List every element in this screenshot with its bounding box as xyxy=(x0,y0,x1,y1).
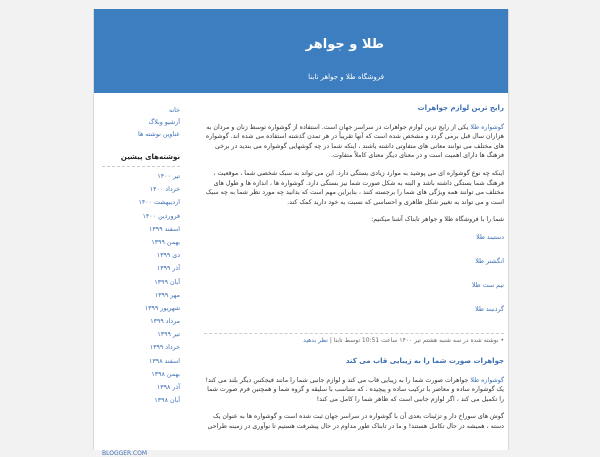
comment-link[interactable]: نظر بدهید xyxy=(303,336,328,344)
earring-link[interactable]: گوشواره طلا xyxy=(470,123,504,131)
archive-item[interactable]: آذر ۱۳۹۹ xyxy=(156,265,180,273)
archive-item[interactable]: آذر ۱۳۹۸ xyxy=(156,384,180,391)
archive-item[interactable]: شهریور ۱۳۹۹ xyxy=(144,304,180,312)
earring-link[interactable]: گوشواره طلا xyxy=(470,376,504,384)
sidebar xyxy=(102,105,180,408)
archive-item[interactable]: بهمن ۱۳۹۸ xyxy=(151,370,180,378)
archive-item[interactable]: دی ۱۳۹۹ xyxy=(156,252,180,260)
archive-item[interactable]: اسفند ۱۳۹۹ xyxy=(149,225,180,233)
archive-item[interactable]: خرداد ۱۴۰۰ xyxy=(149,186,180,194)
bullet-icon: • xyxy=(498,336,504,344)
post-date: نوشته شده در سه شنبه هشتم تیر ۱۴۰۰ ساعت 10:51 توسط تابنا xyxy=(333,336,499,344)
home-link[interactable]: خانه xyxy=(169,107,180,114)
main-content xyxy=(204,97,504,440)
archive-item[interactable]: اردیبهشت ۱۴۰۰ xyxy=(138,199,180,207)
post-paragraph: گوشواره طلا یکی از رایج ترین لوازم جواهرات در سراسر جهان است. استفاده از گوشواره توسط زنان و مردان به هزاران سال قبل برمی گردد و مشخص شده است که آنها تقریباً در هر تمدن گذشته استفاده می شده اند. گوشواره های مختلف می توانند معانی های متفاوتی داشته باشند ، اینکه شما در چه گوشهایی گوشواره می بندید در برخی فرهنگ ها دارای اهمیت است و در معنای دیگر معنای کاملاً متفاوت. xyxy=(205,123,504,160)
archive-item[interactable]: خرداد ۱۳۹۹ xyxy=(149,344,180,352)
archive-item[interactable]: بهمن ۱۳۹۹ xyxy=(151,238,180,246)
necklace-link[interactable]: گردنبند طلا xyxy=(475,305,504,313)
archive-item[interactable]: آبان ۱۳۹۸ xyxy=(154,397,180,405)
post-title[interactable]: رایج ترین لوازم جواهرات xyxy=(417,104,504,112)
post-paragraph: شما را با فروشگاه طلا و جواهر تابناک آشنا میکنیم: xyxy=(371,216,504,224)
blog-title[interactable]: طلا و جواهر xyxy=(305,37,384,52)
archive-item[interactable]: تیر ۱۴۰۰ xyxy=(157,173,180,180)
blog-description: فروشگاه طلا و جواهر تابنا xyxy=(308,73,384,81)
archive-item[interactable]: مهر ۱۳۹۹ xyxy=(154,291,180,299)
half-set-link[interactable]: نیم ست طلا xyxy=(471,281,504,289)
archive-item[interactable]: آبان ۱۳۹۹ xyxy=(154,278,180,286)
blog-container xyxy=(93,9,509,457)
post-paragraph: گوشواره طلا جواهرات صورت شما را به زیبایی قاب می کند و لوازم جانبی شما را مانند فیجکس دیگر بلند می کند! یک گوشواره ساده و معاصر با ترکیب ساده و پیچیده ، که متناسب با سلیقه و گروه شما و همچنین فرم صورت شما را تکمیل می کند ، اگر لوازم جانبی است که ظاهر شما را کامل می کند! xyxy=(205,376,504,403)
ring-link[interactable]: انگشتر طلا xyxy=(475,257,504,265)
post-paragraph: اینکه چه نوع گوشواره ای می پوشید به موارد زیادی بستگی دارد. این می تواند به سبک شخصی شما ، موقعیت ، فرهنگ شما بستگی داشته باشد و البته به شکل صورت شما نیز بستگی دارد. گوشواره ها ، اندازه ها و طول های مختلف می توانند همه ویژگی های شما را برجسته کنند ، بنابراین مهم است که بدانید چه مورد نظر شما به چه سبک است و می تواند به تغییر شکل ظاهری و احساسی که نسبت به خود دارید کمک کند. xyxy=(205,169,504,206)
post-paragraph: گوش های سوراخ دار و تزئینات بعدی آن با گوشواره در سراسر جهان ثبت شده است و گوشواره ها به عنوان یک دسته ، همیشه در حال تکامل هستند! و ما در تابناک طور مداوم در حال پیشرفت هستیم تا نوآوری در زمینه طراحی xyxy=(207,413,504,430)
archive-item[interactable]: فروردین ۱۴۰۰ xyxy=(142,212,180,220)
blog-header xyxy=(94,9,508,93)
post-footer: • نوشته شده در سه شنبه هشتم تیر ۱۴۰۰ ساعت 10:51 توسط تابنا | نظر بدهید xyxy=(204,333,504,350)
bracelet-link[interactable]: دستبند طلا xyxy=(476,233,504,241)
archive-link[interactable]: آرشیو وبلاگ xyxy=(148,119,180,126)
sidebar-nav xyxy=(102,105,180,141)
archive-item[interactable]: تیر ۱۳۹۹ xyxy=(157,331,180,339)
post-title[interactable]: جواهرات صورت شما را به زیبایی قاب می کند xyxy=(345,356,504,365)
archive-heading: نوشته‌های پیشین xyxy=(102,151,180,167)
archive-list xyxy=(102,171,180,408)
archive-item[interactable]: مرداد ۱۳۹۹ xyxy=(150,318,180,326)
blogger-badge[interactable]: BLOGGER.COM xyxy=(102,450,148,457)
product-links xyxy=(204,233,504,329)
titles-link[interactable]: عناوین نوشته ها xyxy=(138,131,180,138)
archive-item[interactable]: اسفند ۱۳۹۸ xyxy=(149,357,180,365)
